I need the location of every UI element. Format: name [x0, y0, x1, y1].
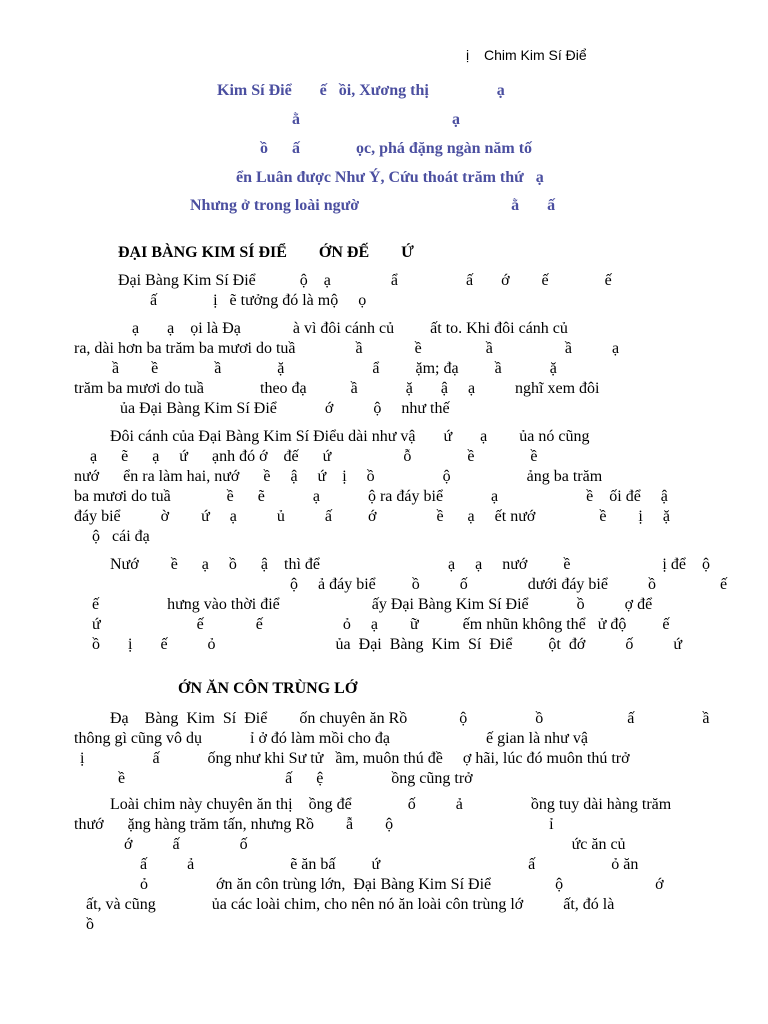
text-line: ồ ị ế ỏ ủa Đại Bàng Kim Sí Điể ột đớ ố ứ: [92, 636, 682, 653]
section-heading: ĐẠI BÀNG KIM SÍ ĐIỂ ỚN ĐẾ Ứ: [118, 244, 414, 261]
header-mark: ị: [466, 47, 470, 63]
text-line: ộ cái đạ: [92, 528, 150, 545]
text-line: ớ ấ ố ức ăn củ: [124, 836, 626, 853]
verse-line: Kim Sí Điể ế ồi, Xương thị ạ: [217, 82, 505, 99]
text-line: ạ ẽ ạ ứ ạnh đó ớ đế ứ ỗ ề ề: [90, 448, 538, 465]
text-line: ề ấ ệ ồng cũng trở: [118, 770, 473, 787]
text-line: Nướ ề ạ ồ ậ thì để ạ ạ nướ ề ị để ộ: [110, 556, 710, 573]
text-line: ấ ị ẽ tưởng đó là mộ ọ: [150, 292, 367, 309]
text-line: nướ ển ra làm hai, nướ ề ậ ứ ị ồ ộ ảng ba trăm: [74, 468, 603, 485]
text-line: ấ ả ẽ ăn bấ ứ ấ ỏ ăn: [140, 856, 639, 873]
verse-line: ồ ấ ọc, phá đặng ngàn năm tố: [260, 140, 533, 157]
text-line: Loài chim này chuyên ăn thị ồng để ố ả ồng tuy dài hàng trăm: [110, 796, 672, 813]
text-line: ứ ế ế ỏ ạ ữ ếm nhũn không thể ử độ ế: [92, 616, 670, 633]
text-line: trăm ba mươi do tuầ theo đạ ầ ặ ậ ạ nghĩ xem đôi: [74, 380, 600, 397]
text-line: ba mươi do tuầ ề ẽ ạ ộ ra đáy biể ạ ề ối để ậ: [74, 488, 668, 505]
text-line: ất, và cũng ủa các loài chim, cho nên nó ăn loài côn trùng lớ ất, đó là: [86, 896, 615, 913]
text-line: thướ ặng hàng trăm tấn, nhưng Rồ ẫ ộ ỉ: [74, 816, 554, 833]
section-heading: ỚN ĂN CÔN TRÙNG LỚ: [178, 680, 358, 697]
text-line: ị ấ ống như khi Sư tử ầm, muôn thú đề ợ hãi, lúc đó muôn thú trở: [80, 750, 630, 767]
text-line: đáy biể ờ ứ ạ ủ ấ ớ ề ạ ết nướ ề ị ặ: [74, 508, 670, 525]
text-line: ra, dài hơn ba trăm ba mươi do tuầ ầ ề ầ ầ ạ: [74, 340, 620, 357]
text-line: ầ ề ầ ặ ẩ ặm; đạ ầ ặ: [112, 360, 557, 377]
text-line: ỏ ớn ăn côn trùng lớn, Đại Bàng Kim Sí Điể ộ ớ: [140, 876, 664, 893]
text-line: thông gì cũng vô dụ ỉ ở đó làm mồi cho đạ ế gian là như vậ: [74, 730, 588, 747]
header-title: Chim Kim Sí Điể: [484, 47, 587, 63]
text-line: ế hưng vào thời điể ấy Đại Bàng Kim Sí Điể ồ ợ để: [92, 596, 653, 613]
text-line: Đạ Bàng Kim Sí Điể ốn chuyên ăn Rồ ộ ồ ấ ầ: [110, 710, 710, 727]
verse-line: Nhưng ở trong loài ngườ ằ ấ: [190, 197, 556, 214]
verse-line: ển Luân được Như Ý, Cứu thoát trăm thứ ạ: [236, 169, 544, 186]
text-line: ạ ạ ọi là Đạ à vì đôi cánh củ ất to. Khi đôi cánh củ: [132, 320, 568, 337]
text-line: ủa Đại Bàng Kim Sí Điể ớ ộ như thế: [120, 400, 450, 417]
text-line: ộ ả đáy biể ồ ố dưới đáy biể ồ ế: [290, 576, 728, 593]
text-line: Đại Bàng Kim Sí Điể ộ ạ ẩ ấ ớ ế ế: [118, 272, 612, 289]
verse-line: ằ ạ: [292, 111, 460, 128]
text-line: Đôi cánh của Đại Bàng Kim Sí Điểu dài như vậ ứ ạ ủa nó cũng: [110, 428, 590, 445]
text-line: ồ: [86, 916, 94, 933]
